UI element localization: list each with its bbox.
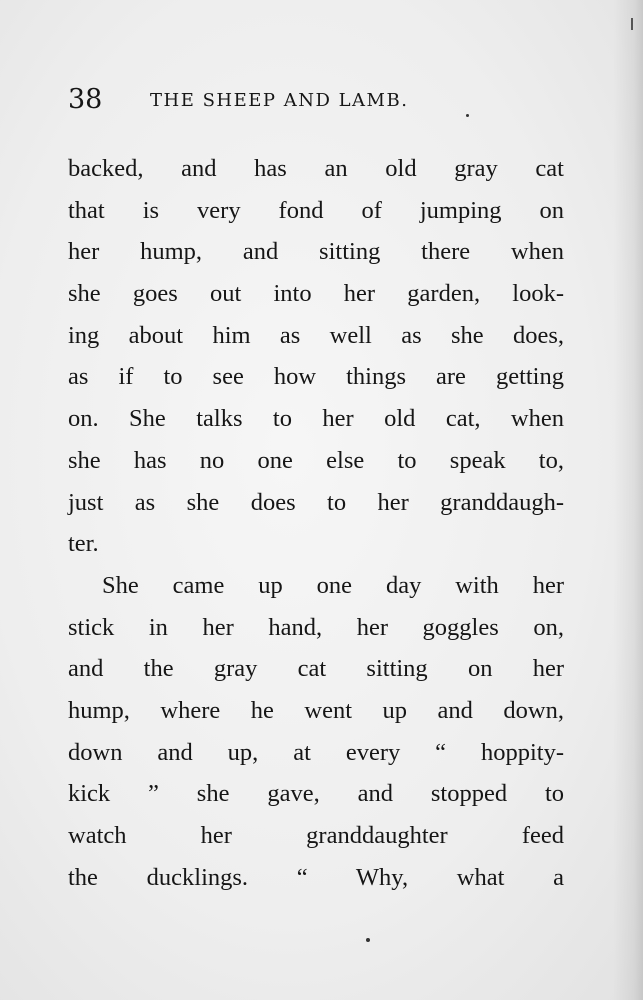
text-line: just as she does to her granddaugh- [68, 488, 564, 516]
text-line: that is very fond of jumping on [68, 196, 564, 224]
text-line: as if to see how things are getting [68, 363, 564, 391]
paragraph-2 [68, 565, 564, 899]
text-line: watch her granddaughter feed [68, 822, 564, 849]
text-line: backed, and has an old gray cat [68, 155, 564, 182]
text-line: on. She talks to her old cat, when [68, 405, 564, 433]
body-text [68, 148, 564, 898]
running-title: THE SHEEP AND LAMB. [150, 90, 409, 111]
text-line: hump, where he went up and down, [68, 696, 564, 724]
page-number: 38 [68, 84, 103, 115]
paper-speck [466, 114, 469, 117]
text-line: the ducklings. “ Why, what a [68, 863, 564, 891]
text-line: she has no one else to speak to, [68, 446, 564, 474]
text-line: her hump, and sitting there when [68, 238, 564, 266]
text-line: down and up, at every “ hoppity- [68, 738, 564, 766]
paper-speck [366, 938, 370, 942]
text-line: and the gray cat sitting on her [68, 655, 564, 683]
text-line: kick ” she gave, and stopped to [68, 780, 564, 808]
page-header [68, 82, 568, 122]
paragraph-1 [68, 148, 564, 565]
text-line: she goes out into her garden, look- [68, 280, 564, 308]
text-line: ter. [68, 530, 99, 558]
text-line: She came up one day with her [102, 571, 564, 599]
text-line: ing about him as well as she does, [68, 321, 564, 349]
page-edge-mark [631, 18, 633, 30]
page-edge-shadow [613, 0, 643, 1000]
text-line: stick in her hand, her goggles on, [68, 613, 564, 641]
